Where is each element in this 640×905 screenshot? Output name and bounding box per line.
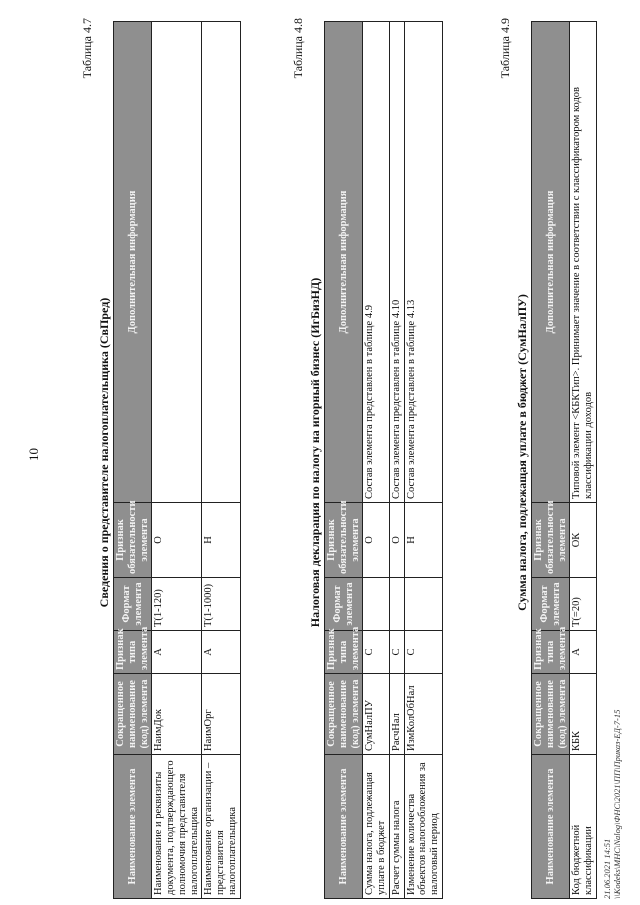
header-name: Наименование элемента bbox=[114, 755, 152, 899]
cell-code: СумНалПУ bbox=[363, 674, 390, 755]
cell-code: КБК bbox=[570, 674, 597, 755]
table-row bbox=[570, 22, 597, 899]
cell-name: Код бюджетной классификации bbox=[570, 755, 597, 899]
footer-date: 21.06.2021 14:51 bbox=[602, 838, 612, 899]
header-format: Формат элемента bbox=[114, 578, 152, 631]
cell-info bbox=[152, 22, 202, 503]
cell-format: T(1-1000) bbox=[202, 578, 240, 631]
header-type: Признак типа элемента bbox=[532, 631, 570, 674]
cell-format: T(1-120) bbox=[152, 578, 202, 631]
table-label-4-9: Таблица 4.9 bbox=[498, 18, 512, 79]
page-number: 10 bbox=[26, 448, 41, 461]
cell-required: О bbox=[389, 503, 404, 578]
header-code: Сокращенное наименование (код) элемента bbox=[114, 674, 152, 755]
header-required: Признак обязательности элемента bbox=[114, 503, 152, 578]
header-name: Наименование элемента bbox=[325, 755, 363, 899]
cell-info: Типовой элемент <КБКТип>. Принимает значение в соответствии с классификатором кодов классификации доходов bbox=[570, 22, 597, 503]
table-caption-4-9: Сумма налога, подлежащая уплате в бюджет (СумНалПУ) bbox=[515, 294, 529, 611]
table-label-4-7: Таблица 4.7 bbox=[80, 18, 94, 79]
cell-required: Н bbox=[404, 503, 442, 578]
cell-code: НаимДок bbox=[152, 674, 202, 755]
header-name: Наименование элемента bbox=[532, 755, 570, 899]
table-caption-4-8: Налоговая декларация по налогу на игорный бизнес (ИгБизНД) bbox=[308, 277, 322, 628]
table-label-4-8: Таблица 4.8 bbox=[291, 18, 305, 79]
table-header-row bbox=[325, 22, 363, 899]
table-4-9 bbox=[531, 21, 597, 899]
header-code: Сокращенное наименование (код) элемента bbox=[325, 674, 363, 755]
cell-info bbox=[202, 22, 240, 503]
table-row bbox=[152, 22, 202, 899]
table-row bbox=[202, 22, 240, 899]
cell-required: О bbox=[363, 503, 390, 578]
header-type: Признак типа элемента bbox=[114, 631, 152, 674]
cell-name: Наименование и реквизиты документа, подтверждающего полномочия представителя налогоплательщика bbox=[152, 755, 202, 899]
header-format: Формат элемента bbox=[325, 578, 363, 631]
cell-code: НаимОрг bbox=[202, 674, 240, 755]
cell-required: ОК bbox=[570, 503, 597, 578]
cell-code: РасчНал bbox=[389, 674, 404, 755]
cell-name: Расчет суммы налога bbox=[389, 755, 404, 899]
header-info: Дополнительная информация bbox=[532, 22, 570, 503]
cell-format bbox=[404, 578, 442, 631]
table-header-row bbox=[532, 22, 570, 899]
footer-stamp bbox=[603, 710, 623, 899]
cell-name: Сумма налога, подлежащая уплате в бюджет bbox=[363, 755, 390, 899]
header-info: Дополнительная информация bbox=[114, 22, 152, 503]
table-row bbox=[389, 22, 404, 899]
cell-type: С bbox=[363, 631, 390, 674]
cell-name: Наименование организации – представителя налогоплательщика bbox=[202, 755, 240, 899]
cell-format: T(=20) bbox=[570, 578, 597, 631]
table-row bbox=[363, 22, 390, 899]
header-code: Сокращенное наименование (код) элемента bbox=[532, 674, 570, 755]
footer-path: \\Kodeks\МНС\Nalog\ФНС\2021\ПП\Приказ-ЕД-7-15 bbox=[611, 709, 622, 899]
header-type: Признак типа элемента bbox=[325, 631, 363, 674]
table-row bbox=[404, 22, 442, 899]
header-required: Признак обязательности элемента bbox=[532, 503, 570, 578]
cell-type: С bbox=[389, 631, 404, 674]
table-4-8 bbox=[324, 21, 443, 899]
cell-required: Н bbox=[202, 503, 240, 578]
cell-type: А bbox=[202, 631, 240, 674]
header-info: Дополнительная информация bbox=[325, 22, 363, 503]
header-required: Признак обязательности элемента bbox=[325, 503, 363, 578]
cell-type: А bbox=[570, 631, 597, 674]
cell-format bbox=[389, 578, 404, 631]
table-caption-4-7: Сведения о представителе налогоплательщика (СвПред) bbox=[97, 297, 111, 608]
cell-info: Состав элемента представлен в таблице 4.9 bbox=[363, 22, 390, 503]
cell-name: Изменение количества объектов налогообложения за налоговый период bbox=[404, 755, 442, 899]
cell-info: Состав элемента представлен в таблице 4.13 bbox=[404, 22, 442, 503]
cell-type: С bbox=[404, 631, 442, 674]
cell-code: ИзмКолОбНал bbox=[404, 674, 442, 755]
cell-required: О bbox=[152, 503, 202, 578]
cell-info: Состав элемента представлен в таблице 4.10 bbox=[389, 22, 404, 503]
cell-type: А bbox=[152, 631, 202, 674]
table-4-7 bbox=[113, 21, 241, 899]
header-format: Формат элемента bbox=[532, 578, 570, 631]
cell-format bbox=[363, 578, 390, 631]
table-header-row bbox=[114, 22, 152, 899]
